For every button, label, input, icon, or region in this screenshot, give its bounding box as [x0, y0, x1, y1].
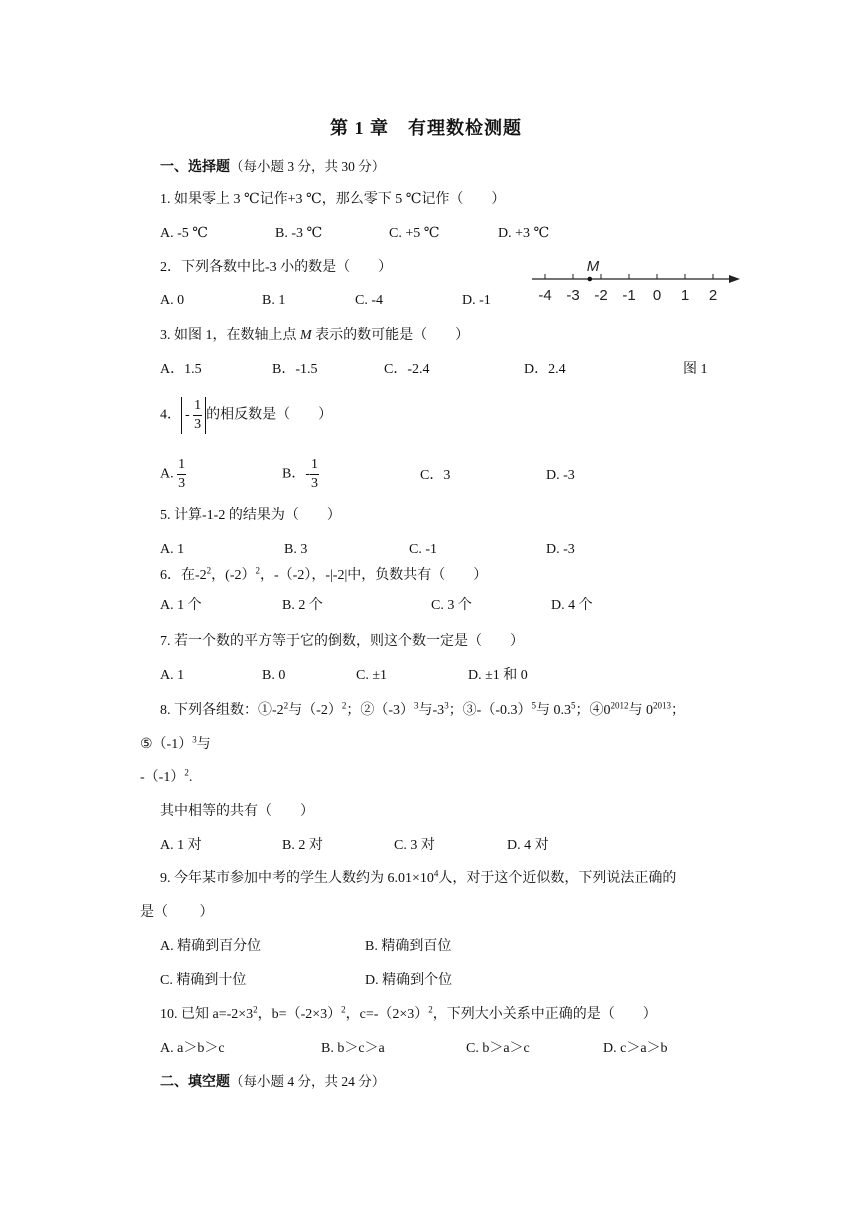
q4-b-fraction — [310, 456, 319, 493]
q3-stem-var: M — [300, 328, 312, 343]
q7-option-b: B. 0 — [262, 668, 286, 683]
q8-exp-2: 2 — [341, 700, 347, 711]
q8-option-c: C. 3 对 — [394, 838, 435, 853]
q5-option-c: C. -1 — [409, 542, 437, 557]
q1-option-d: D. +3 ℃ — [498, 226, 550, 241]
q7-option-a: A. 1 — [160, 668, 185, 683]
q4-option-d: D. -3 — [546, 468, 575, 483]
number-line-point-m — [588, 277, 593, 282]
q6-text-1: 6．在-2 — [160, 568, 207, 583]
q8-text-8: 与 0 — [628, 703, 654, 718]
q10-text-2: ，b=（-2×3） — [257, 1007, 342, 1022]
question-6-stem — [160, 567, 487, 585]
q8-exp-1: 2 — [283, 700, 289, 711]
q2-option-a: A. 0 — [160, 293, 185, 308]
q8-l3-post: . — [188, 770, 193, 785]
section-title: 一、选择题 — [160, 160, 230, 175]
q4-a-den: 3 — [178, 476, 186, 491]
section-title: 二、填空题 — [160, 1075, 230, 1090]
absolute-value-expr — [181, 397, 206, 434]
q7-option-d: D. ±1 和 0 — [468, 668, 528, 683]
q8-text-9: ； — [671, 703, 686, 718]
q4-b-label: B．- — [282, 466, 310, 482]
q8-text-3: ；②（-3） — [346, 703, 415, 718]
q8-text-5: ；③-（-0.3） — [448, 703, 532, 718]
question-10-stem — [160, 1006, 657, 1024]
q6-text-3: ，-（-2），-|-2|中，负数共有（ ） — [260, 568, 488, 583]
q9-option-c: C. 精确到十位 — [160, 973, 247, 988]
question-9-stem — [160, 870, 676, 888]
q10-exp-3: 2 — [428, 1004, 433, 1015]
q8-l2-text: ⑤（-1） — [140, 737, 193, 752]
q8-l3-exp: 2 — [184, 767, 189, 778]
number-line-point-label: M — [586, 258, 600, 275]
q8-exp-8: 2013 — [653, 700, 672, 711]
number-line-label: -2 — [594, 287, 608, 304]
q4-option-a — [160, 456, 186, 493]
section-heading-fill — [160, 1073, 385, 1092]
q10-exp-2: 2 — [341, 1004, 346, 1015]
q3-stem-post: 表示的数可能是（ ） — [311, 328, 470, 343]
q4-fraction-num: 1 — [193, 397, 202, 416]
q6-exp-1: 2 — [206, 565, 212, 576]
q2-option-c: C. -4 — [355, 293, 383, 308]
q8-exp-6: 5 — [571, 700, 576, 711]
q4-fraction-den: 3 — [194, 417, 202, 432]
q8-exp-7: 2012 — [610, 700, 629, 711]
q4-b-den: 3 — [311, 476, 318, 491]
number-line-label: -3 — [566, 287, 580, 304]
question-2-stem: 2．下列各数中比-3 小的数是（ ） — [160, 260, 393, 275]
section-heading-choice — [160, 158, 385, 177]
q4-a-num: 1 — [177, 456, 186, 475]
q4-sign: - — [185, 407, 190, 423]
q8-text-7: ；④0 — [575, 703, 611, 718]
section-note: （每小题 4 分，共 24 分） — [230, 1074, 386, 1089]
q6-option-a: A. 1 个 — [160, 598, 202, 613]
q8-line-2 — [140, 736, 211, 754]
q10-option-b: B. b＞c＞a — [321, 1041, 385, 1056]
q9-option-b: B. 精确到百位 — [365, 939, 452, 954]
q9-option-a: A. 精确到百分位 — [160, 939, 262, 954]
q8-exp-4: 3 — [444, 700, 449, 711]
q9-line-2: 是（ ） — [140, 905, 214, 920]
q5-option-b: B. 3 — [284, 542, 308, 557]
q10-option-c: C. b＞a＞c — [466, 1041, 530, 1056]
q10-text-4: ，下列大小关系中正确的是（ ） — [432, 1007, 657, 1022]
q3-option-a: A．1.5 — [160, 362, 202, 377]
section-note: （每小题 3 分，共 30 分） — [230, 159, 386, 174]
q10-text-3: ，c=-（2×3） — [345, 1007, 429, 1022]
q10-exp-1: 2 — [253, 1004, 258, 1015]
q8-text-1: 8. 下列各组数：①-2 — [160, 703, 284, 718]
question-1-stem: 1. 如果零上 3 ℃记作+3 ℃，那么零下 5 ℃记作（ ） — [160, 192, 506, 207]
q6-text-2: ，(-2） — [211, 568, 256, 583]
q8-l2-post: 与 — [196, 737, 211, 752]
q4-option-b — [282, 456, 319, 493]
question-8-stem — [160, 702, 685, 720]
q4-fraction — [193, 397, 202, 434]
q8-exp-3: 3 — [414, 700, 419, 711]
q3-option-c: C．-2.4 — [384, 362, 430, 377]
q9-text-2: 人，对于这个近似数，下列说法正确的 — [438, 871, 677, 886]
q8-text-6: 与 0.3 — [536, 703, 572, 718]
q9-option-d: D. 精确到个位 — [365, 973, 453, 988]
q8-text-4: 与-3 — [418, 703, 445, 718]
number-line-label: 1 — [680, 287, 690, 304]
question-7-stem: 7. 若一个数的平方等于它的倒数，则这个数一定是（ ） — [160, 634, 524, 649]
q5-option-d: D. -3 — [546, 542, 575, 557]
q9-exp: 4 — [433, 868, 439, 879]
number-line-figure — [528, 258, 743, 306]
q4-a-label: A. — [160, 466, 174, 482]
figure-caption: 图 1 — [683, 362, 708, 377]
q8-exp-5: 5 — [531, 700, 537, 711]
question-4-stem — [160, 397, 332, 434]
q5-option-a: A. 1 — [160, 542, 185, 557]
q8-l3-text: -（-1） — [140, 770, 185, 785]
q2-option-d: D. -1 — [462, 293, 491, 308]
q8-option-d: D. 4 对 — [507, 838, 549, 853]
q1-option-b: B. -3 ℃ — [275, 226, 323, 241]
q2-option-b: B. 1 — [262, 293, 286, 308]
q8-line-3 — [140, 769, 192, 787]
q10-text-1: 10. 已知 a=-2×3 — [160, 1007, 254, 1022]
number-line-label: 0 — [652, 287, 662, 304]
q3-option-b: B．-1.5 — [272, 362, 318, 377]
number-line-label: -4 — [538, 287, 552, 304]
q4-b-num: 1 — [310, 456, 319, 475]
q8-sub-stem: 其中相等的共有（ ） — [160, 804, 314, 819]
page-title: 第 1 章 有理数检测题 — [330, 118, 522, 138]
q6-option-b: B. 2 个 — [282, 598, 323, 613]
q3-stem-pre: 3. 如图 1，在数轴上点 — [160, 328, 300, 343]
q1-option-a: A. -5 ℃ — [160, 226, 208, 241]
q7-option-c: C. ±1 — [356, 668, 388, 683]
q10-option-a: A. a＞b＞c — [160, 1041, 225, 1056]
q4-option-c: C．3 — [420, 468, 451, 483]
number-line-label: -1 — [622, 287, 636, 304]
q6-option-c: C. 3 个 — [431, 598, 472, 613]
q6-option-d: D. 4 个 — [551, 598, 593, 613]
q8-option-a: A. 1 对 — [160, 838, 202, 853]
q4-a-fraction — [177, 456, 186, 493]
q3-option-d: D．2.4 — [524, 362, 566, 377]
q4-stem-post: 的相反数是（ ） — [206, 407, 333, 423]
q8-option-b: B. 2 对 — [282, 838, 323, 853]
q8-l2-exp: 3 — [192, 734, 197, 745]
q4-number: 4． — [160, 407, 181, 423]
q8-text-2: 与（-2） — [288, 703, 342, 718]
question-5-stem: 5. 计算-1-2 的结果为（ ） — [160, 508, 341, 523]
q1-option-c: C. +5 ℃ — [389, 226, 440, 241]
question-3-stem — [160, 327, 469, 345]
q10-option-d: D. c＞a＞b — [603, 1041, 668, 1056]
number-line-label: 2 — [708, 287, 718, 304]
q9-text-1: 9. 今年某市参加中考的学生人数约为 6.01×10 — [160, 871, 434, 886]
q6-exp-2: 2 — [255, 565, 260, 576]
